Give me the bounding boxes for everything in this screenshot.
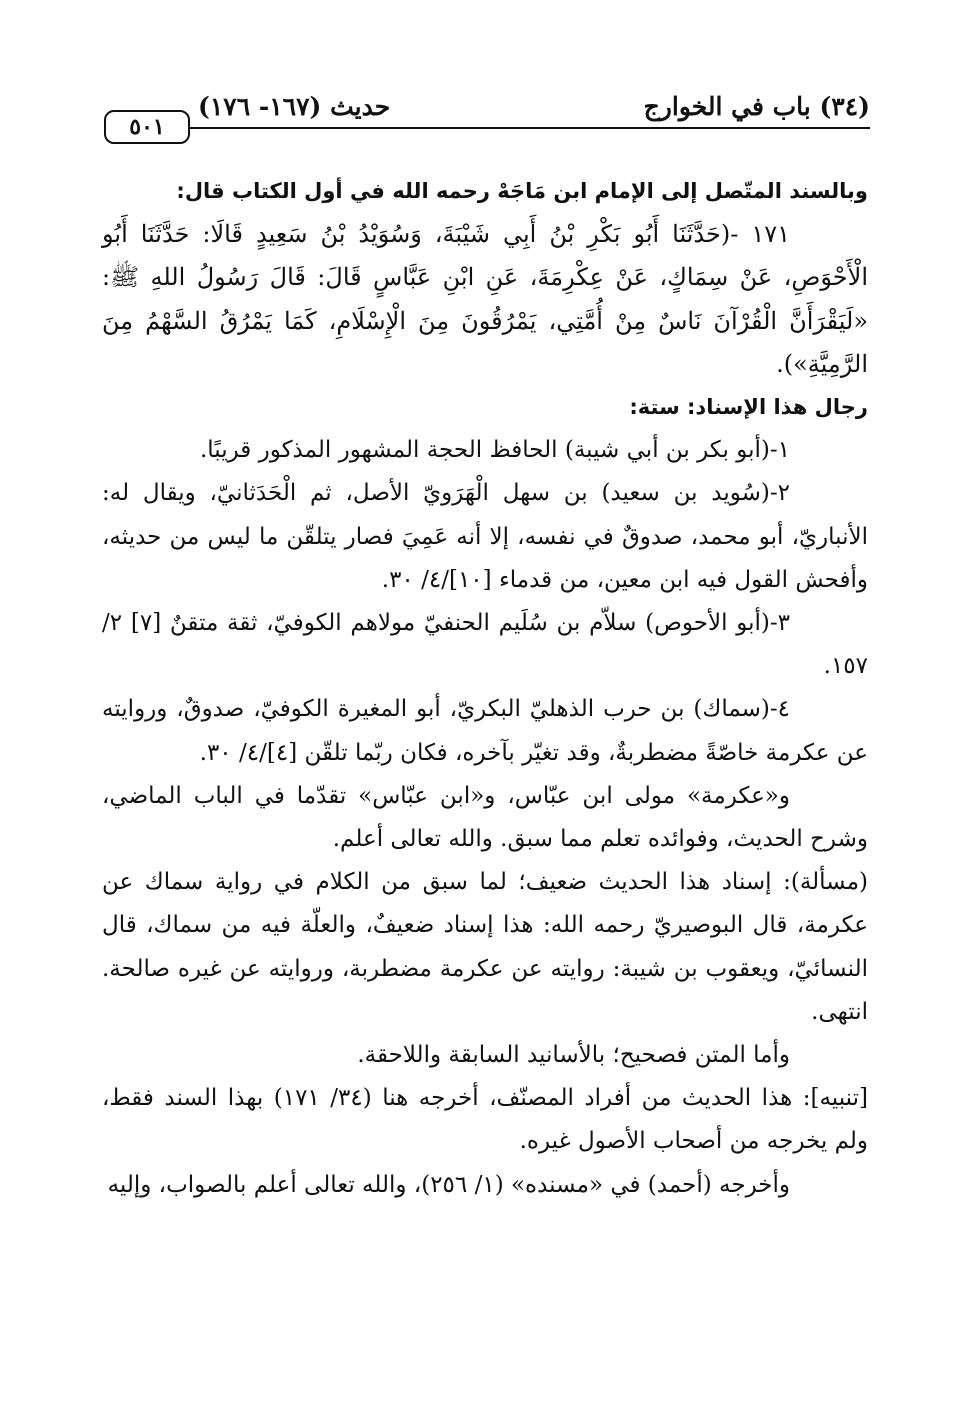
page-header (100, 88, 870, 146)
header-rule (190, 127, 870, 129)
narrator-2: ٢-(سُويد بن سعيد) بن سهل الْهَرَويّ الأصل، ثم الْحَدَثانيّ، ويقال له: الأنباريّ، أبو محمد، صدوقٌ في نفسه، إلا أنه عَمِيَ فصار يتلقّن ما ليس من حديثه، وأفحش القول فيه ابن معين، من قدماء [١٠]/٤/ ٣٠. (102, 480, 868, 593)
chapter-title: (٣٤) باب في الخوارج (643, 92, 870, 121)
page-number-box (104, 110, 190, 144)
page-body (102, 170, 868, 1207)
issue-paragraph: (مسألة): إسناد هذا الحديث ضعيف؛ لما سبق من الكلام في رواية سماك عن عكرمة، قال البوصيريّ رحمه الله: هذا إسناد ضعيفٌ، والعلّة فيه من سماك، قال النسائيّ، ويعقوب بن شيبة: روايته عن عكرمة مضطربة، وروايته عن غيره صالحة. انتهى. (102, 869, 868, 1025)
matn-note: وأما المتن فصحيح؛ بالأسانيد السابقة واللاحقة. (357, 1042, 790, 1069)
narrator-3: ٣-(أبو الأحوص) سلاّم بن سُلَيم الحنفيّ مولاهم الكوفيّ، ثقة متقنٌ [٧] ٢/ ١٥٧. (102, 610, 868, 680)
page-number: ٥٠١ (129, 114, 165, 140)
sanad-intro: وبالسند المتّصل إلى الإمام ابن مَاجَهْ رحمه الله في أول الكتاب قال: (176, 179, 868, 203)
narrator-1: ١-(أبو بكر بن أبي شيبة) الحافظ الحجة المشهور المذكور قريبًا. (199, 437, 790, 464)
narrator-4: ٤-(سماك) بن حرب الذهليّ البكريّ، أبو المغيرة الكوفيّ، صدوقٌ، وروايته عن عكرمة خاصّةً مضطربةٌ، وقد تغيّر بآخره، فكان ربّما تلقّن [٤]/٤/ ٣٠. (102, 696, 868, 766)
hadith-text: ١٧١ -(حَدَّثَنَا أَبُو بَكْرِ بْنُ أَبِي شَيْبَةَ، وَسُوَيْدُ بْنُ سَعِيدٍ قَالَا: حَدَّثَنَا أَبُو الْأَحْوَصِ، عَنْ سِمَاكٍ، عَنْ عِكْرِمَةَ، عَنِ ابْنِ عَبَّاسٍ قَالَ: قَالَ رَسُولُ اللهِ ﷺ: «لَيَقْرَأَنَّ الْقُرْآنَ نَاسٌ مِنْ أُمَّتِي، يَمْرُقُونَ مِنَ الْإِسْلَامِ، كَمَا يَمْرُقُ السَّهْمُ مِنَ الرَّمِيَّةِ»). (102, 220, 868, 378)
tanbih-paragraph: [تنبيه]: هذا الحديث من أفراد المصنّف، أخرجه هنا (٣٤/ ١٧١) بهذا السند فقط، ولم يخرجه من أصحاب الأصول غيره. (102, 1085, 868, 1155)
ikrima-note: و«عكرمة» مولى ابن عبّاس، و«ابن عبّاس» تقدّما في الباب الماضي، وشرح الحديث، وفوائده تعلم مما سبق. والله تعالى أعلم. (102, 782, 868, 853)
hadith-range: حديث (١٦٧- ١٧٦) (198, 92, 391, 121)
narrators-heading: رجال هذا الإسناد: ستة: (629, 395, 868, 420)
ahmad-note: وأخرجه (أحمد) في «مسنده» (١/ ٢٥٦)، والله تعالى أعلم بالصواب، وإليه (107, 1171, 790, 1198)
